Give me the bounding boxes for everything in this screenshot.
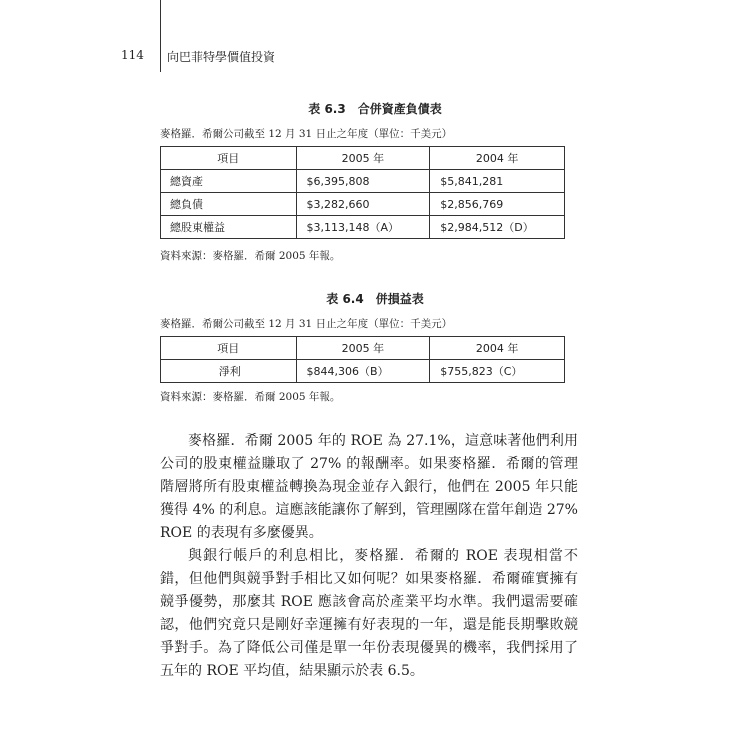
balance-sheet-table <box>160 146 565 239</box>
column-header-item: 項目 <box>161 337 297 360</box>
table-6-4-title: 表 6.4 併損益表 <box>326 292 424 306</box>
cell-value: $2,856,769 <box>430 193 565 216</box>
cell-value: $2,984,512（D） <box>430 216 565 239</box>
column-header-2005: 2005 年 <box>296 147 430 170</box>
cell-value: $3,282,660 <box>296 193 430 216</box>
row-label-net-income: 淨利 <box>161 360 297 383</box>
cell-value: $755,823（C） <box>430 360 565 383</box>
table-6-3-source: 資料來源：麥格羅．希爾 2005 年報。 <box>160 250 341 262</box>
column-header-2004: 2004 年 <box>430 147 565 170</box>
paragraph: 與銀行帳戶的利息相比，麥格羅．希爾的 ROE 表現相當不錯，但他們與競爭對手相比又如何呢？如果麥格羅．希爾確實擁有競爭優勢，那麼其 ROE 應該會高於產業平均水準。我們還需要確認，他們究竟只是剛好幸運擁有好表現的一年，還是能長期擊敗競爭對手。為了降低公司僅是單一年份表現優異的機率，我們採用了五年的 ROE 平均值，結果顯示於表 6.5。 <box>160 548 578 679</box>
table-6-4-source: 資料來源：麥格羅．希爾 2005 年報。 <box>160 391 341 403</box>
cell-value: $5,841,281 <box>430 170 565 193</box>
table-row <box>161 170 565 193</box>
table-6-3-title: 表 6.3 合併資產負債表 <box>308 102 442 116</box>
table-row <box>161 360 565 383</box>
column-header-2004: 2004 年 <box>430 337 565 360</box>
income-statement-table <box>160 336 565 383</box>
running-title: 向巴菲特學價值投資 <box>167 50 276 64</box>
table-header-row <box>161 147 565 170</box>
header-rule <box>160 0 161 72</box>
paragraph: 麥格羅．希爾 2005 年的 ROE 為 27.1%，這意味著他們利用公司的股東權益賺取了 27% 的報酬率。如果麥格羅．希爾的管理階層將所有股東權益轉換為現金並存入銀行，他們在 2005 年只能獲得 4% 的利息。這應該能讓你了解到，管理團隊在當年創造 27% ROE 的表現有多麼優異。 <box>160 433 578 541</box>
page-number: 114 <box>121 48 144 62</box>
table-6-4-caption: 麥格羅．希爾公司截至 12 月 31 日止之年度（單位：千美元） <box>160 318 453 330</box>
table-row <box>161 216 565 239</box>
table-row <box>161 193 565 216</box>
body-text <box>160 430 578 683</box>
column-header-item: 項目 <box>161 147 297 170</box>
column-header-2005: 2005 年 <box>296 337 430 360</box>
row-label-total-equity: 總股東權益 <box>161 216 297 239</box>
table-header-row <box>161 337 565 360</box>
cell-value: $844,306（B） <box>296 360 430 383</box>
row-label-total-liabilities: 總負債 <box>161 193 297 216</box>
cell-value: $3,113,148（A） <box>296 216 430 239</box>
row-label-total-assets: 總資產 <box>161 170 297 193</box>
table-6-3-caption: 麥格羅．希爾公司截至 12 月 31 日止之年度（單位：千美元） <box>160 128 453 140</box>
cell-value: $6,395,808 <box>296 170 430 193</box>
